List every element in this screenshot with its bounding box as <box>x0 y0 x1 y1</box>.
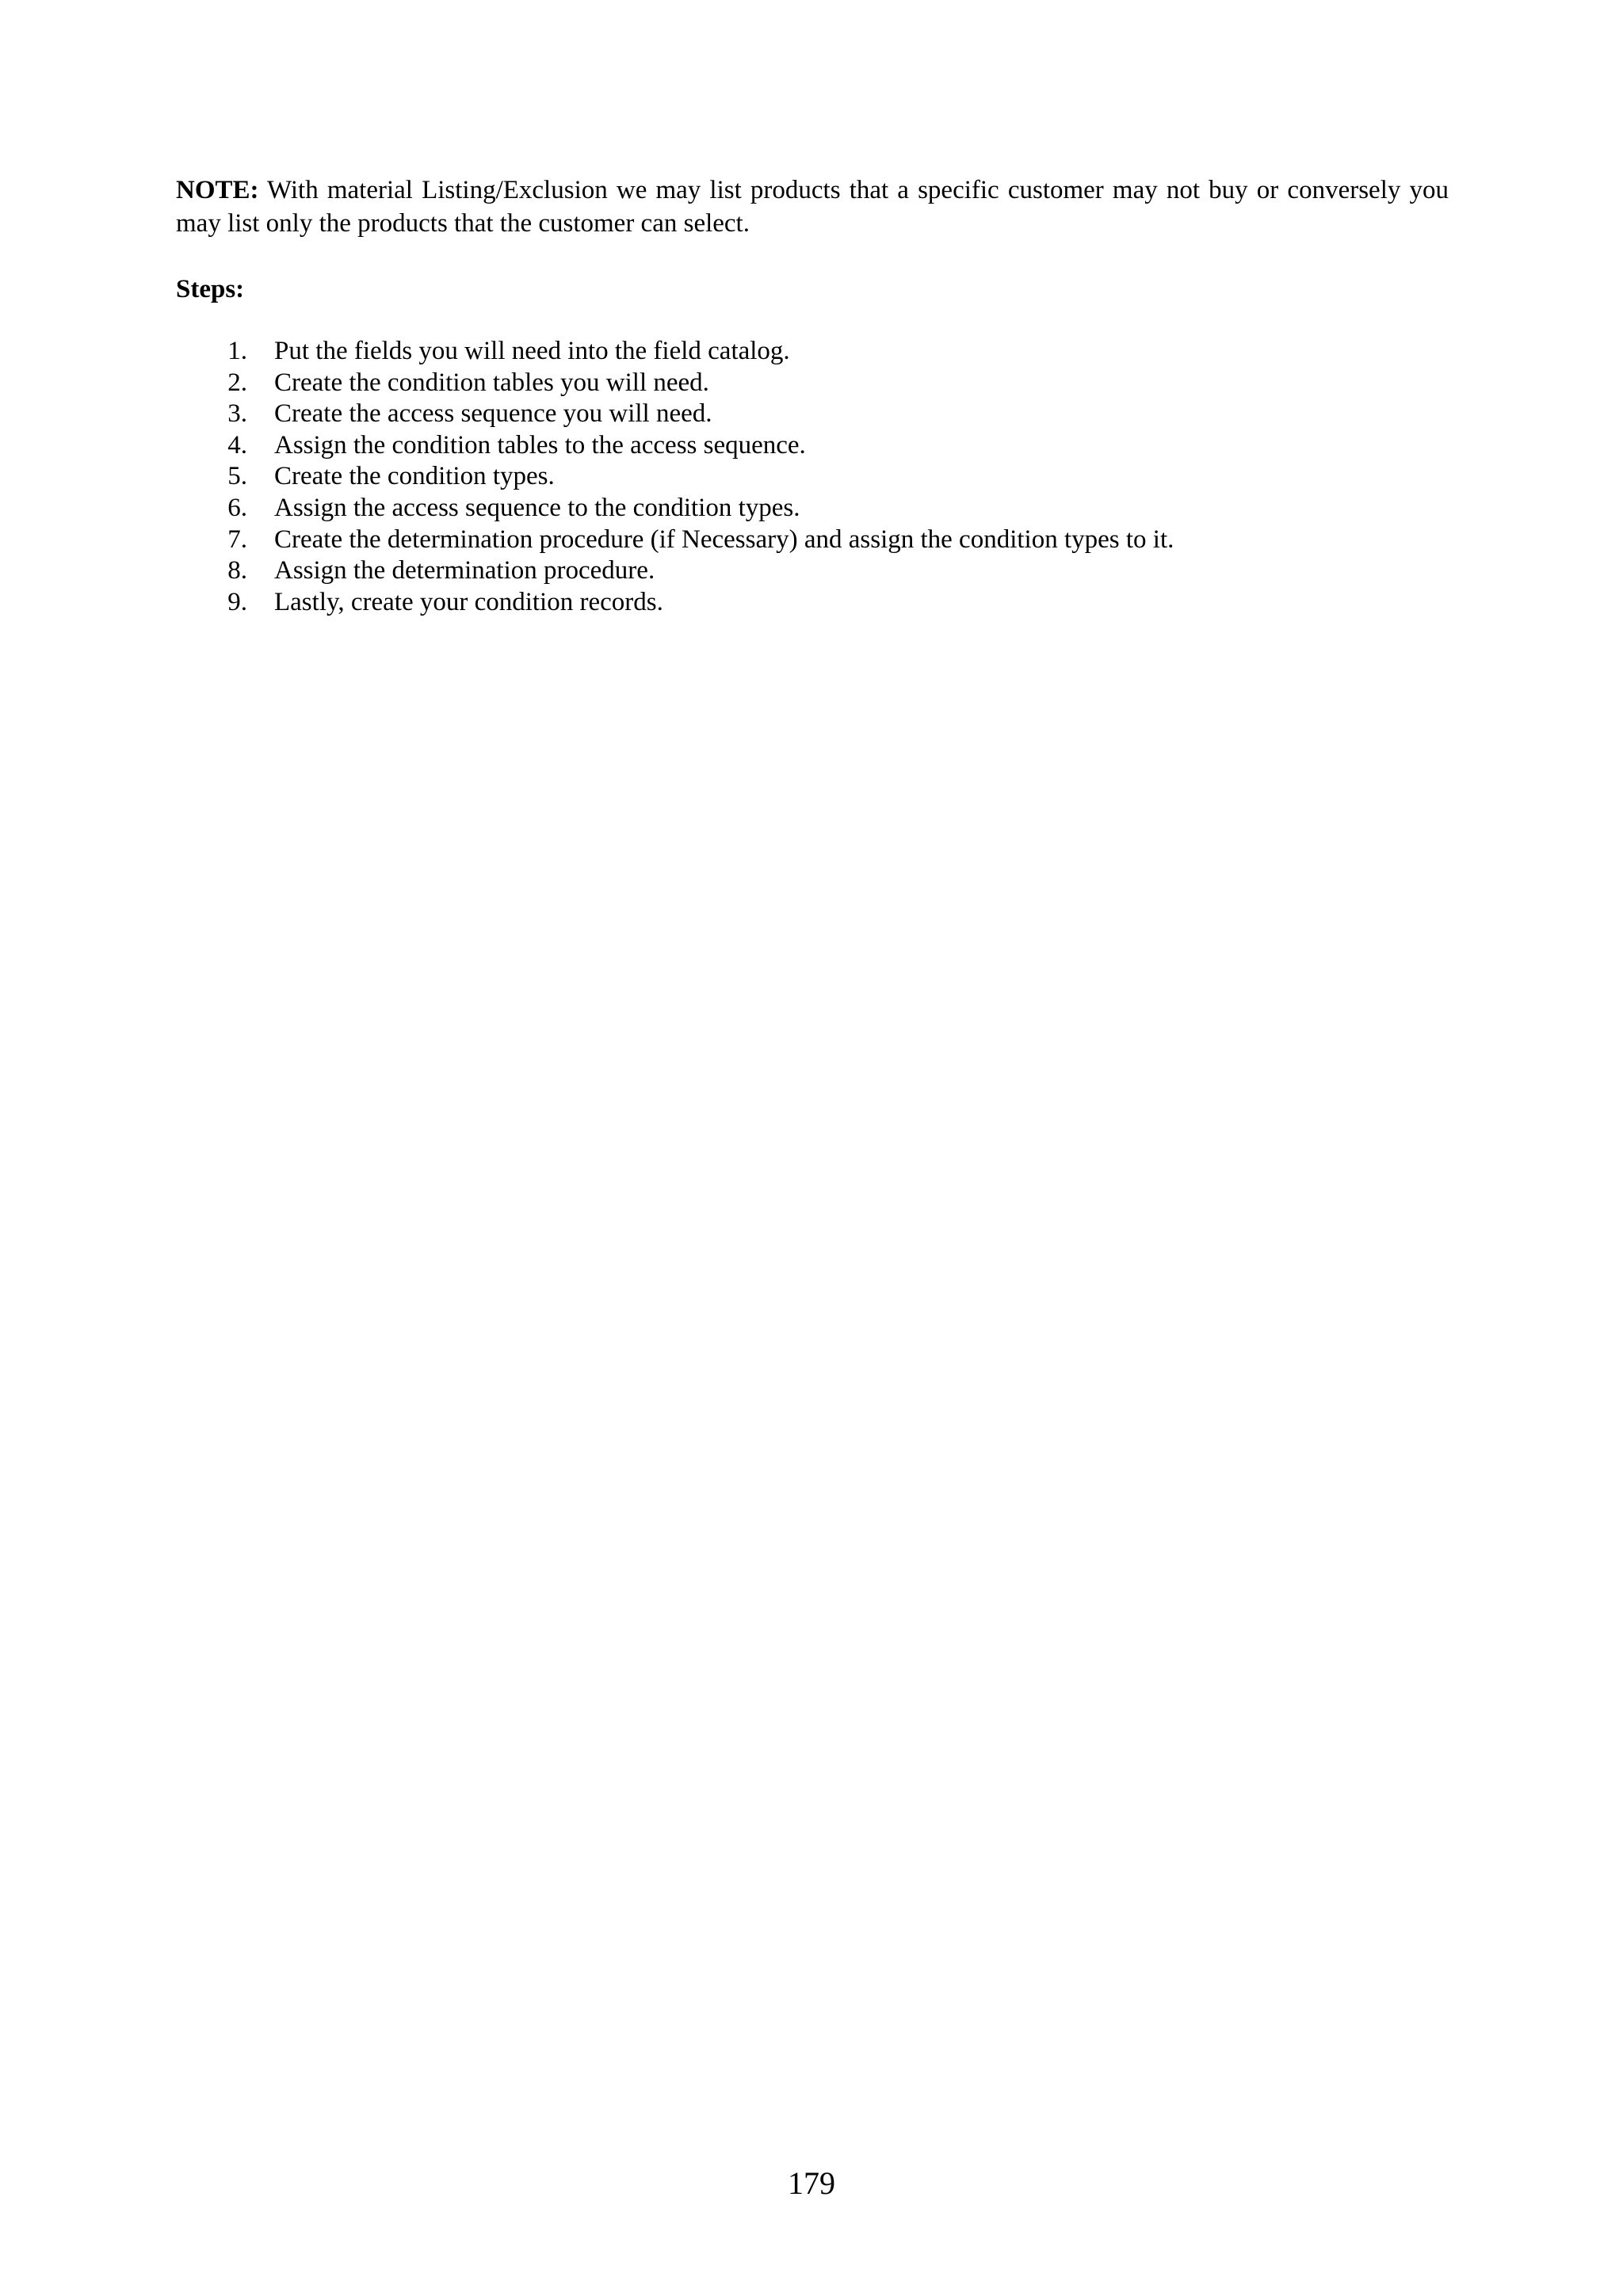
note-text: With material Listing/Exclusion we may list products that a specific customer may not buy or conversely you may list only the products that the customer can select. <box>176 176 1449 238</box>
step-text: Put the fields you will need into the field catalog. <box>274 337 790 365</box>
step-text: Create the condition types. <box>274 462 555 491</box>
step-number: 1. <box>227 337 247 365</box>
note-paragraph <box>176 174 1449 240</box>
step-number: 7. <box>227 524 247 554</box>
page-number: 179 <box>788 2165 835 2201</box>
step-number: 3. <box>227 399 247 429</box>
step-text: Assign the condition tables to the access sequence. <box>274 430 806 460</box>
step-number: 5. <box>227 462 247 491</box>
step-text: Assign the access sequence to the condition types. <box>274 493 800 522</box>
step-number: 4. <box>227 430 247 460</box>
steps-heading: Steps: <box>176 275 245 303</box>
note-label: NOTE: <box>176 176 259 204</box>
step-number: 2. <box>227 368 247 397</box>
step-number: 9. <box>227 587 247 616</box>
step-text: Lastly, create your condition records. <box>274 587 663 616</box>
step-text: Create the determination procedure (if Necessary) and assign the condition types to it. <box>274 524 1174 554</box>
step-text: Create the access sequence you will need. <box>274 399 712 429</box>
step-number: 8. <box>227 556 247 585</box>
step-number: 6. <box>227 493 247 522</box>
step-text: Assign the determination procedure. <box>274 556 655 585</box>
step-text: Create the condition tables you will need. <box>274 368 709 397</box>
